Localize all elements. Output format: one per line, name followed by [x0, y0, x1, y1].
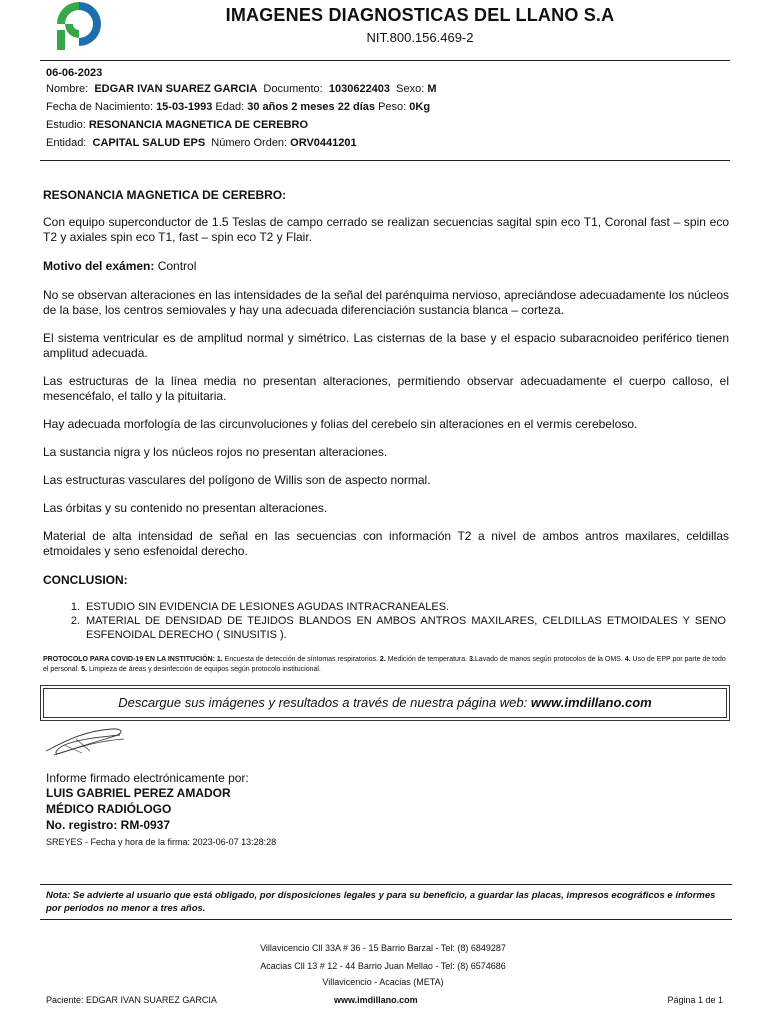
doctor-registry: No. registro: RM-0937	[46, 818, 171, 832]
report-paragraph: Material de alta intensidad de señal en las secuencias con información T2 a nivel de ambos antros maxilares, celdillas etmoidales y seno esfenoidal derecho.	[43, 529, 729, 558]
company-logo	[50, 0, 108, 52]
conclusion-list	[46, 600, 726, 642]
website-link[interactable]: www.imdillano.com	[530, 695, 652, 710]
patient-document: 1030622403	[328, 83, 391, 95]
conclusion-item: 2. MATERIAL DE DENSIDAD DE TEJIDOS BLANDOS EN AMBOS ANTROS MAXILARES, CELDILLAS ETMOIDALES Y SENO ESFENOIDAL DERECHO ( SINUSITIS ).	[70, 615, 726, 641]
doctor-role: MÉDICO RADIÓLOGO	[46, 802, 172, 816]
doctor-name: LUIS GABRIEL PEREZ AMADOR	[46, 786, 231, 800]
footer-patient: Paciente: EDGAR IVAN SUAREZ GARCIA	[46, 995, 217, 1005]
signed-by-label: Informe firmado electrónicamente por:	[46, 771, 249, 785]
conclusion-title: CONCLUSION:	[43, 573, 128, 587]
legal-note: Nota: Se advierte al usuario que está obligado, por disposiciones legales y para su beneficio, a guardar las placas, impresos ecográficos e informes por períodos no menor a tres años.	[46, 890, 716, 914]
entity-name: CAPITAL SALUD EPS	[92, 137, 206, 149]
report-paragraph: Las órbitas y su contenido no presentan alteraciones.	[43, 501, 328, 515]
patient-weight: 0Kg	[409, 101, 431, 113]
legal-note-box	[40, 884, 732, 920]
report-date: 06-06-2023	[46, 67, 103, 79]
info-divider	[40, 160, 730, 161]
patient-name: EDGAR IVAN SUAREZ GARCIA	[94, 83, 258, 95]
patient-birth: 15-03-1993	[156, 101, 213, 113]
patient-age: 30 años 2 meses 22 días	[247, 101, 376, 113]
conclusion-item: 1. ESTUDIO SIN EVIDENCIA DE LESIONES AGUDAS INTRACRANEALES.	[70, 601, 450, 613]
company-name: IMAGENES DIAGNOSTICAS DEL LLANO S.A	[225, 5, 615, 25]
report-paragraph: Con equipo superconductor de 1.5 Teslas de campo cerrado se realizan secuencias sagital spin eco T1, Coronal fast – spin eco T2 y axiales spin eco T1, fast – spin eco T2 y Flair.	[43, 215, 729, 244]
entity-line: Entidad: CAPITAL SALUD EPS Número Orden: ORV0441201	[46, 137, 357, 149]
study-name: RESONANCIA MAGNETICA DE CEREBRO	[88, 119, 309, 131]
download-banner	[43, 688, 727, 718]
report-paragraph: El sistema ventricular es de amplitud normal y simétrico. Las cisternas de la base y el espacio subaracnoideo periférico tienen amplitud adecuada.	[43, 331, 729, 360]
address-line: Acacias Cll 13 # 12 - 44 Barrio Juan Mellao - Tel: (8) 6574686	[260, 961, 506, 971]
exam-motive: Motivo del exámen: Control	[43, 259, 197, 273]
report-paragraph: Hay adecuada morfología de las circunvoluciones y folias del cerebelo sin alteraciones en el vermis cerebeloso.	[43, 417, 638, 431]
report-paragraph: No se observan alteraciones en las intensidades de la señal del parénquima nervioso, apreciándose adecuadamente los núcleos de la base, los centros semiovales y hay una adecuada diferenciación sustancia blanca – corteza.	[43, 288, 729, 317]
address-line: Villavicencio Cll 33A # 36 - 15 Barrio Barzal - Tel: (8) 6849287	[260, 943, 506, 953]
patient-sex: M	[427, 83, 437, 95]
report-title: RESONANCIA MAGNETICA DE CEREBRO:	[43, 188, 287, 202]
page-number: Página 1 de 1	[667, 995, 723, 1005]
download-text: Descargue sus imágenes y resultados a través de nuestra página web: www.imdillano.com	[118, 695, 652, 710]
address-line: Villavicencio - Acacias (META)	[322, 977, 444, 987]
signature-image	[42, 723, 128, 759]
report-paragraph: Las estructuras de la línea media no presentan alteraciones, permitiendo observar adecuadamente el cuerpo calloso, el mesencéfalo, el tallo y la pituitaria.	[43, 374, 729, 403]
signature-timestamp: SREYES - Fecha y hora de la firma: 2023-06-07 13:28:28	[46, 837, 277, 847]
company-nit: NIT.800.156.469-2	[366, 30, 474, 45]
report-paragraph: Las estructuras vasculares del polígono de Willis son de aspecto normal.	[43, 473, 431, 487]
patient-birth-line: Fecha de Nacimiento: 15-03-1993 Edad: 30 años 2 meses 22 días Peso: 0Kg	[46, 101, 431, 113]
order-number: ORV0441201	[290, 137, 357, 149]
header-divider	[40, 60, 730, 61]
patient-name-line: Nombre: EDGAR IVAN SUAREZ GARCIA Documento: 1030622403 Sexo: M	[46, 83, 437, 95]
footer-website[interactable]: www.imdillano.com	[334, 995, 418, 1005]
covid-protocol: PROTOCOLO PARA COVID-19 EN LA INSTITUCIÓN: 1. Encuesta de detección de síntomas respiratorios. 2. Medición de temperatura. 3.Lavado de manos según protocolos de la OMS. 4. Uso de EPP por parte de todo el personal. 5. Limpieza de áreas y desinfección de equipos según protocolo institucional.	[43, 656, 726, 673]
study-line: Estudio: RESONANCIA MAGNETICA DE CEREBRO	[46, 119, 309, 131]
report-paragraph: La sustancia nigra y los núcleos rojos no presentan alteraciones.	[43, 445, 388, 459]
